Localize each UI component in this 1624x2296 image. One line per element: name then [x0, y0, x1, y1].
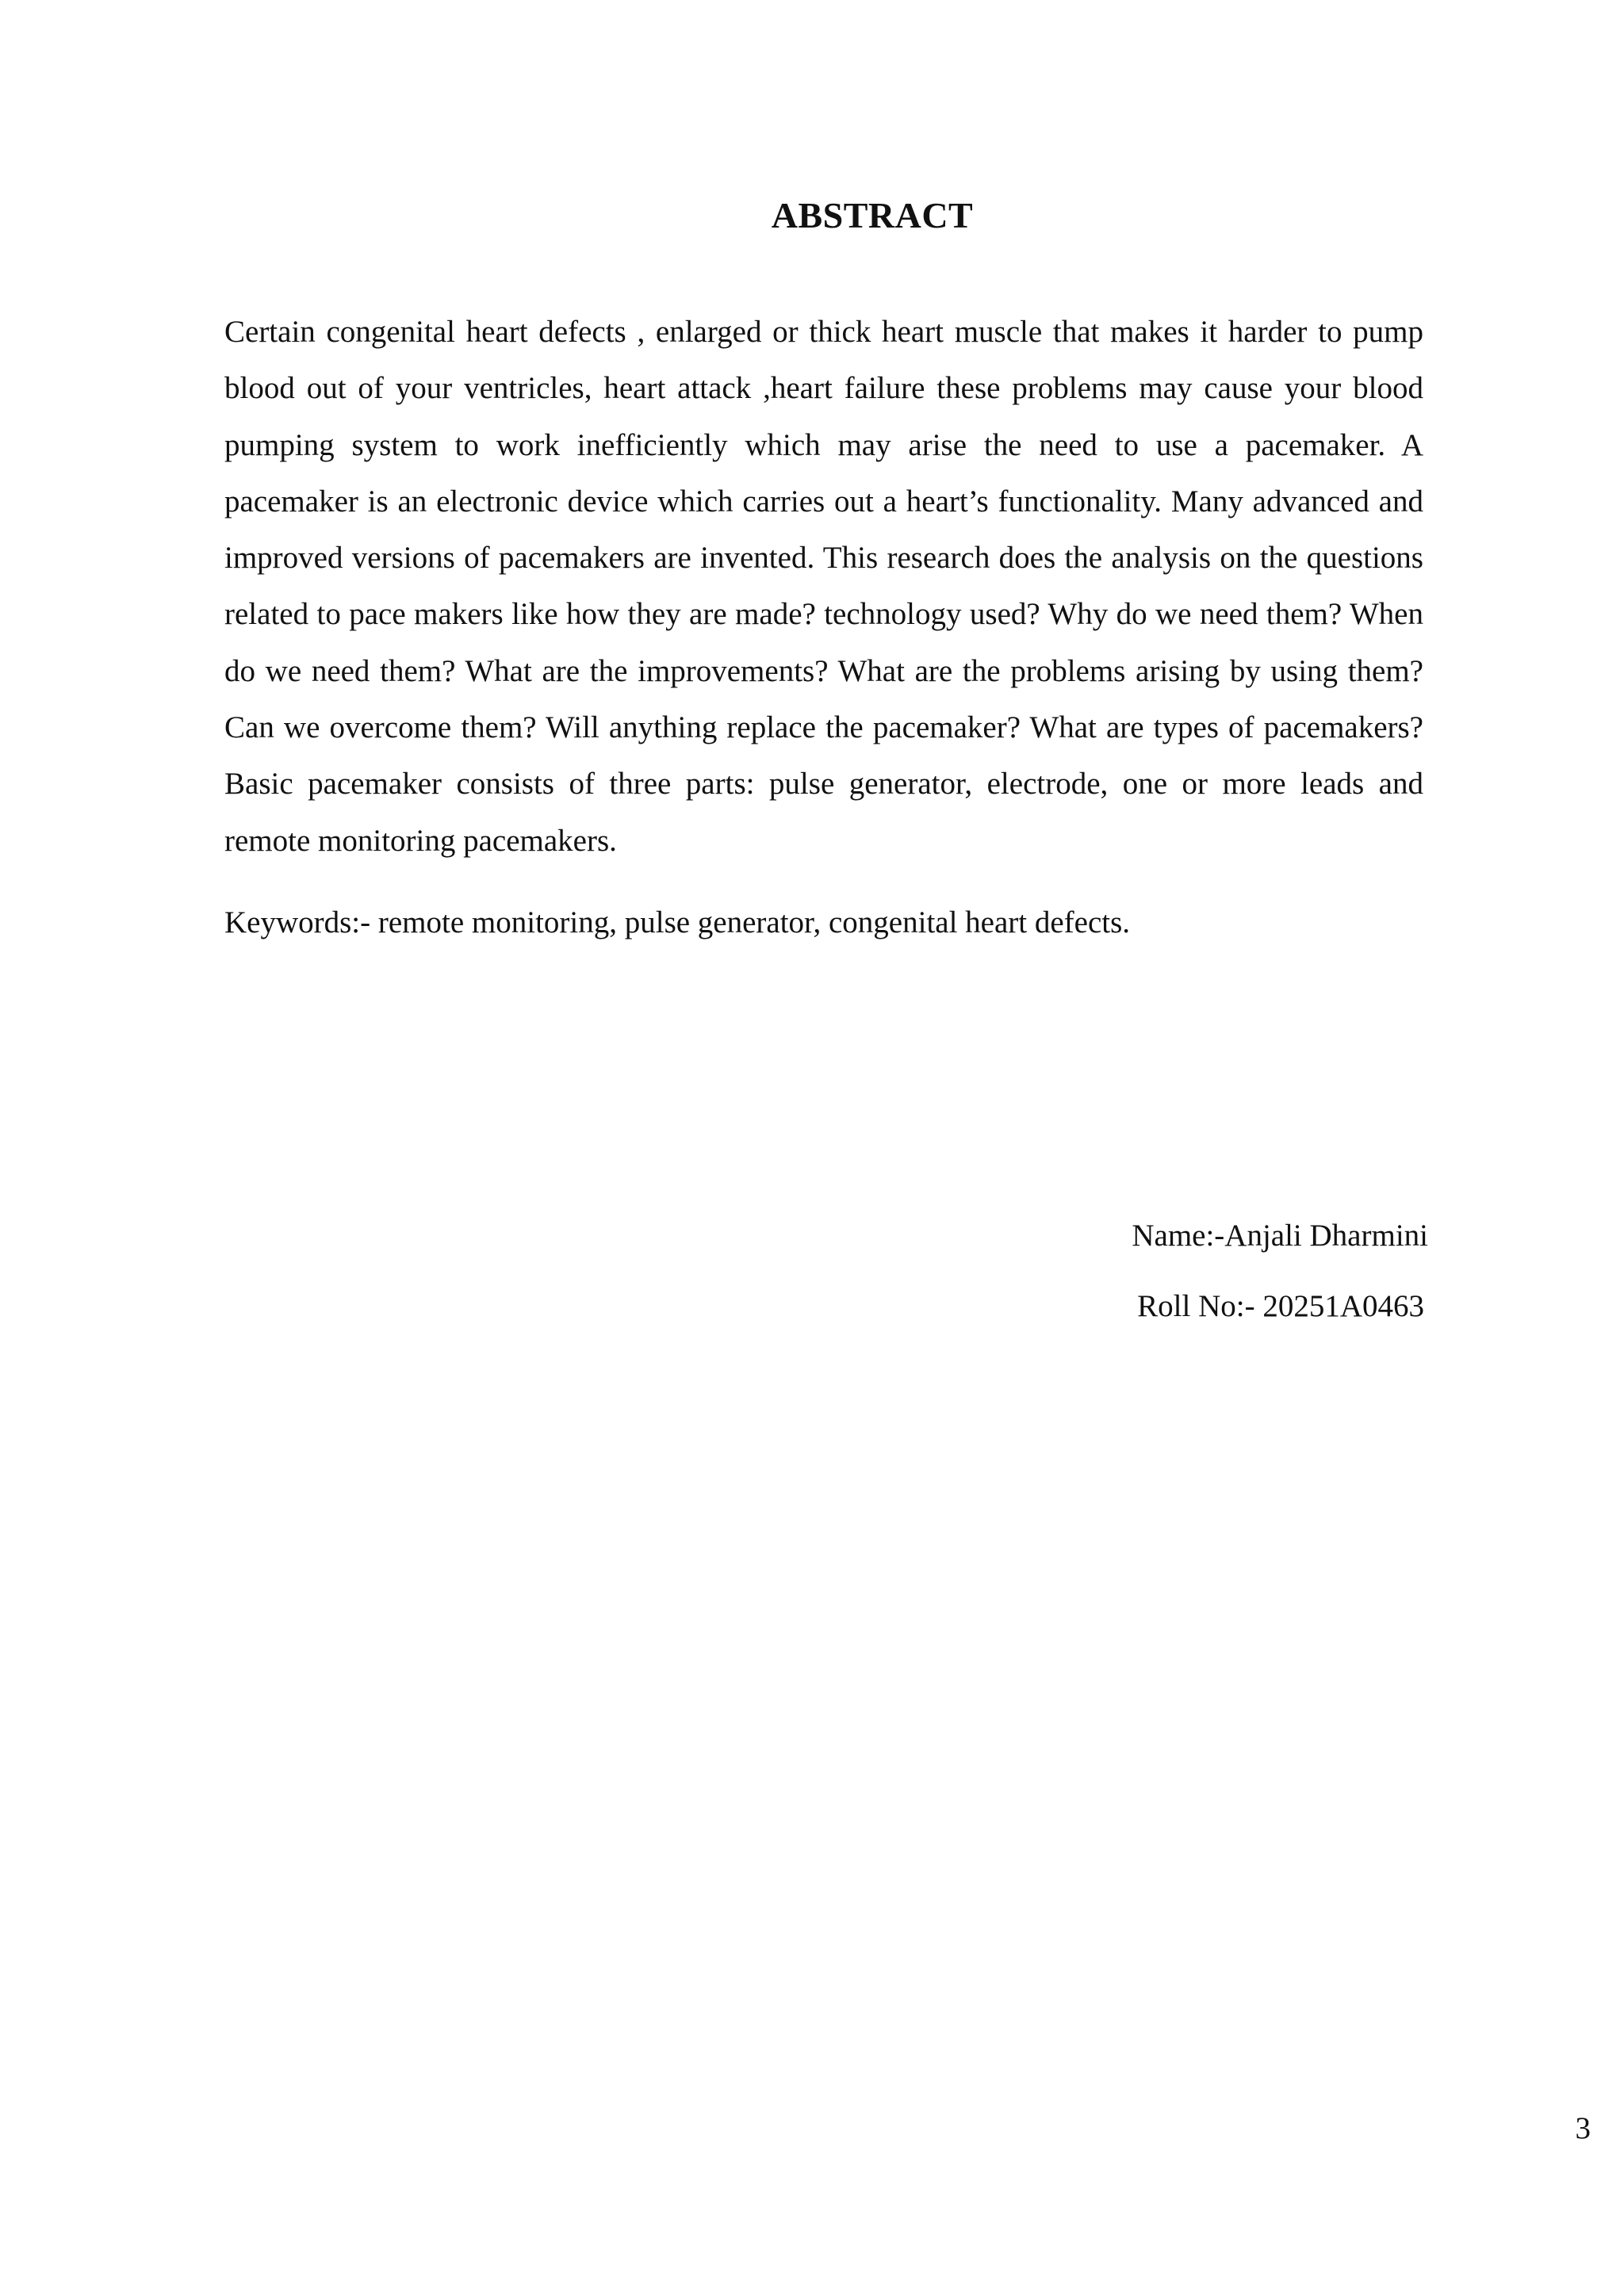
page-number: 3 — [1575, 2111, 1591, 2145]
abstract-title: ABSTRACT — [771, 195, 974, 235]
keywords-line: Keywords:- remote monitoring, pulse generator, congenital heart defects. — [224, 905, 1131, 939]
abstract-paragraph: Certain congenital heart defects , enlarged or thick heart muscle that makes it harder to pump blood out of your ventricles, heart attack ,heart failure these problems may cause your blood pumping system to work inefficiently which may arise the need to use a pacemaker. A pacemaker is an electronic device which carries out a heart’s functionality. Many advanced and improved versions of pacemakers are invented. This research does the analysis on the questions related to pace makers like how they are made? technology used? Why do we need them? When do we need them? What are the improvements? What are the problems arising by using them? Can we overcome them? Will anything replace the pacemaker? What are types of pacemakers? Basic pacemaker consists of three parts: pulse generator, electrode, one or more leads and remote monitoring pacemakers. — [224, 315, 1423, 858]
author-roll-number: Roll No:- 20251A0463 — [1137, 1289, 1424, 1323]
title-container — [0, 192, 1624, 239]
author-name: Name:-Anjali Dharmini — [1132, 1219, 1428, 1253]
